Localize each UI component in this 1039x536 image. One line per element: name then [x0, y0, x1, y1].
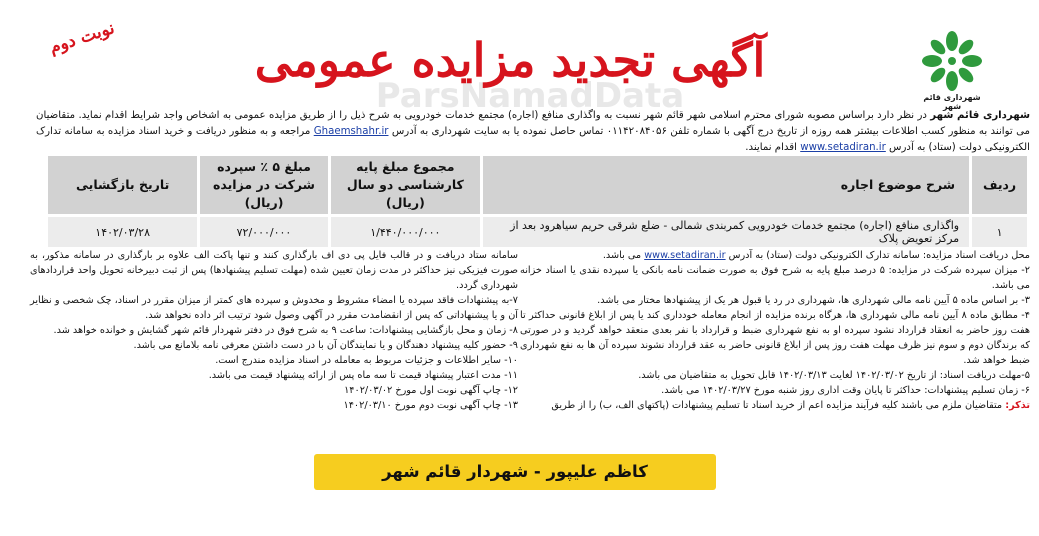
condition-13: ۱۳- چاپ آگهی نوبت دوم مورخ ۱۴۰۲/۰۳/۱۰ [343, 400, 518, 411]
table-row [48, 217, 1027, 247]
condition-11: ۱۱- مدت اعتبار پیشنهاد قیمت تا سه ماه پس از ارائه پیشنهاد قیمت می باشد. [208, 370, 518, 381]
header-base-price: مجموع مبلغ پایه کارشناسی دو سال (ریال) [331, 156, 480, 214]
auction-table [45, 153, 1030, 250]
intro-text-3: اقدام نمایند. [745, 142, 797, 153]
cell-opening-date: ۱۴۰۲/۰۳/۲۸ [48, 217, 197, 247]
condition-12: ۱۲- چاپ آگهی نوبت اول مورخ ۱۴۰۲/۰۳/۰۲ [344, 385, 518, 396]
condition-2: ۲- میزان سپرده شرکت در مزایده: ۵ درصد مبلغ پایه به شرح فوق به صورت ضمانت نامه بانکی یا سپرده نقدی یا اسناد خزانه می باشد. [520, 265, 1030, 291]
cell-base-price: ۱/۴۴۰/۰۰۰/۰۰۰ [331, 217, 480, 247]
ghaemshahr-link[interactable]: Ghaemshahr.ir [313, 126, 389, 137]
condition-1-end: می باشد. [602, 250, 642, 261]
condition-1-text: محل دریافت اسناد مزایده: سامانه تدارک الکترونیکی دولت (ستاد) به آدرس [728, 250, 1030, 261]
cell-row-number: ۱ [972, 217, 1027, 247]
conditions-left-column [30, 248, 518, 413]
condition-6: ۶- زمان تسلیم پیشنهادات: حداکثر تا پایان وقت اداری روز شنبه مورخ ۱۴۰۲/۰۳/۲۷ می باشد. [661, 385, 1030, 396]
condition-7: ۷-به پیشنهادات فاقد سپرده یا امضاء مشروط و مخدوش و سپرده های کمتر از میزان مقرر در اسناد، چک شخصی و نظایر آن و یا پیشنهاداتی که پس از انقضامدت مقرر در آگهی وصول شود ترتیب اثر داده نخواهد شد. [30, 295, 518, 321]
condition-1-link[interactable]: www.setadiran.ir [644, 250, 726, 261]
condition-4: ۴- مطابق ماده ۸ آیین نامه مالی شهرداری ها، هرگاه برنده مزایده از انجام معامله خودداری کند یا پس از ابلاغ قانونی حداکثر تا هفت روز حاضر به انعقاد قرارداد نشود سپرده او به نفع شهرداری ضبط و قرارداد با نفر بعدی منعقد خواهد گردید و در صورتی که برندگان دوم و سوم نیز ظرف مهلت هفت روز پس از ابلاغ قانونی حاضر به عقد قرارداد نشوند سپرده آن ها به نفع شهرداری ضبط خواهد شد. [520, 310, 1031, 366]
condition-1 [520, 248, 1030, 263]
header-deposit: مبلغ ۵ ٪ سپرده شرکت در مزایده (ریال) [200, 156, 327, 214]
condition-3: ۳- بر اساس ماده ۵ آیین نامه مالی شهرداری ها، شهرداری در رد یا قبول هر یک از پیشنهادها مختار می باشد. [597, 295, 1030, 306]
table-header-row [48, 156, 1027, 214]
municipality-logo [914, 30, 990, 110]
conditions-right-column [520, 248, 1030, 413]
condition-8: ۸- زمان و محل بازگشایی پیشنهادات: ساعت ۹ به شرح فوق در دفتر شهردار قائم شهر گشایش و خوانده خواهد شد. [53, 325, 518, 336]
intro-text-1: در نظر دارد براساس مصوبه شورای محترم اسلامی شهر قائم شهر نسبت به واگذاری منافع (اجاره) مجتمع خدمات خودرویی به شرح ذیل را از طریق مزایده عمومی به اشخاص واجد شرایط اقدام نماید. متقاضیان می توانند به منظور کسب اطلاعات بیشتر همه روزه از تاریخ درج آگهی با شماره تلفن ۰۱۱۴۲۰۸۴۰۵۶ تماس حاصل نموده یا به سایت شهرداری به آدرس [36, 110, 1031, 137]
round-badge: نوبت دوم [46, 18, 118, 58]
logo-emblem-icon [921, 30, 983, 92]
signature-banner: کاظم علیپور - شهردار قائم شهر [314, 454, 716, 490]
intro-org: شهرداری قائم شهر [930, 110, 1030, 121]
intro-text-2: مراجعه و به منظور دریافت و خرید اسناد مزایده به سامانه تدارک الکترونیکی دولت (ستاد) به آدرس [36, 126, 1030, 153]
note-label: تذکر: [1005, 400, 1030, 411]
condition-9: ۹- حضور کلیه پیشنهاد دهندگان و یا نمایندگان آن با در دست داشتن معرفی نامه بلامانع می باشد. [133, 340, 518, 351]
note-text: متقاضیان ملزم می باشند کلیه فرآیند مزایده اعم از خرید اسناد تا تسلیم پیشنهادات (پاکتهای الف، ب) را از طریق [551, 400, 1003, 411]
page-title: آگهی تجدید مزایده عمومی [254, 33, 766, 87]
intro-paragraph [36, 108, 1030, 156]
cell-subject: واگذاری منافع (اجاره) مجتمع خدمات خودرویی کمربندی شمالی - ضلع شرقی حریم سیاهرود بعد از مرکز تعویض پلاک [483, 217, 969, 247]
watermark: ParsNamadData [375, 76, 685, 116]
cell-deposit: ۷۲/۰۰۰/۰۰۰ [200, 217, 327, 247]
condition-note [520, 398, 1030, 413]
header-subject: شرح موضوع اجاره [483, 156, 969, 214]
condition-5: ۵-مهلت دریافت اسناد: از تاریخ ۱۴۰۲/۰۳/۰۲ لغایت ۱۴۰۲/۰۳/۱۳ قابل تحویل به متقاضیان می باشد. [638, 370, 1030, 381]
condition-continued: سامانه ستاد دریافت و در قالب فایل پی دی اف بارگذاری کنند و تنها پاکت الف علاوه بر بارگذاری در سامانه مذکور، به صورت فیزیکی نیز حداکثر در مدت زمان تعیین شده (مهلت تسلیم پیشنهادها) پس از ثبت دبیرخانه تحویل واحد قراردادهای شهرداری گردد. [30, 250, 518, 291]
header-row-number: ردیف [972, 156, 1027, 214]
header-opening-date: تاریخ بازگشایی [48, 156, 197, 214]
setadiran-link[interactable]: www.setadiran.ir [800, 142, 886, 153]
condition-10: ۱۰- سایر اطلاعات و جزئیات مربوط به معامله در اسناد مزایده مندرج است. [215, 355, 518, 366]
logo-caption: شهرداری قائم شهر [923, 93, 981, 111]
